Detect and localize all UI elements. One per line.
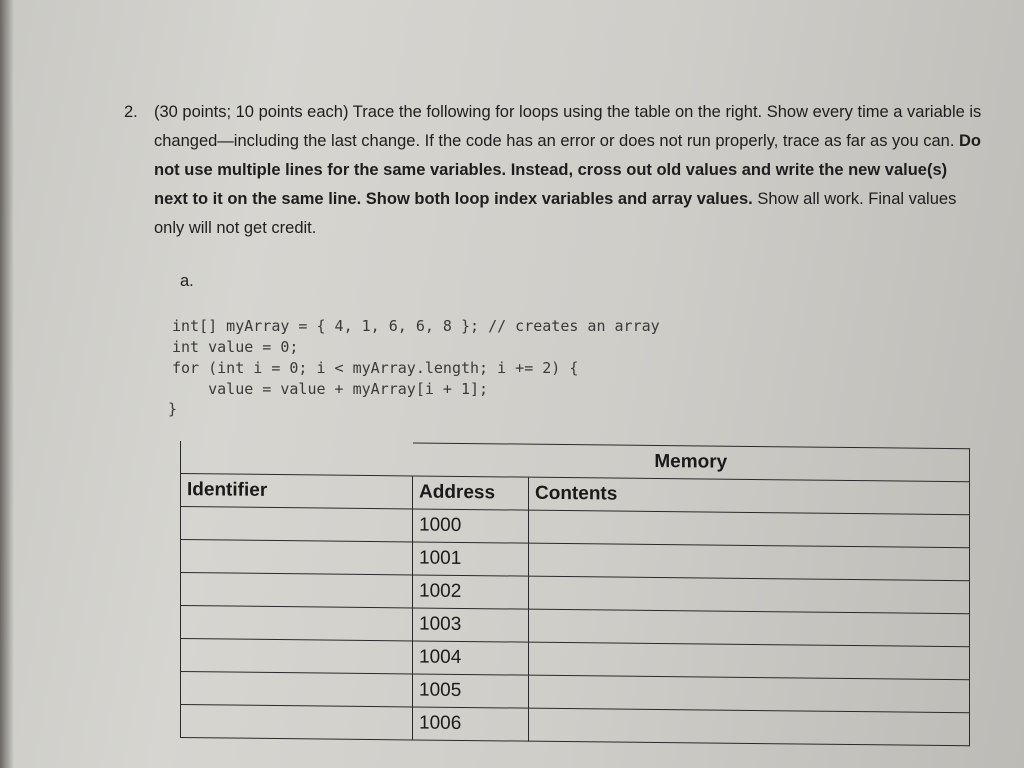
contents-cell[interactable] bbox=[529, 576, 970, 614]
address-header: Address bbox=[413, 476, 529, 510]
identifier-cell[interactable] bbox=[181, 639, 413, 674]
identifier-cell[interactable] bbox=[181, 672, 413, 707]
identifier-header: Identifier bbox=[181, 474, 413, 509]
contents-cell[interactable] bbox=[529, 642, 970, 680]
table-corner-blank bbox=[181, 441, 413, 476]
contents-cell[interactable] bbox=[529, 609, 970, 647]
code-line-3: for (int i = 0; i < myArray.length; i += 2) { bbox=[172, 359, 579, 377]
identifier-cell[interactable] bbox=[181, 705, 413, 740]
contents-cell[interactable] bbox=[529, 510, 970, 548]
problem-text bbox=[154, 98, 984, 243]
address-cell: 1001 bbox=[413, 542, 529, 576]
contents-header: Contents bbox=[529, 477, 970, 515]
part-label: a. bbox=[180, 272, 194, 290]
problem-text-part-3: Show all work. Final values only will not get credit. bbox=[154, 190, 957, 237]
code-line-4: value = value + myArray[i + 1]; bbox=[172, 380, 489, 398]
page-edge-shadow bbox=[0, 0, 14, 768]
contents-cell[interactable] bbox=[529, 675, 970, 713]
problem-text-part-2: Do not use multiple lines for the same variables. Instead, cross out old values and write the new value(s) next to it on the same line. Show both loop index variables and array values. bbox=[154, 132, 982, 208]
identifier-cell[interactable] bbox=[181, 540, 413, 575]
code-block bbox=[172, 316, 660, 400]
address-cell: 1005 bbox=[413, 674, 529, 708]
address-cell: 1003 bbox=[413, 608, 529, 642]
problem-number: 2. bbox=[124, 103, 138, 121]
code-line-2: int value = 0; bbox=[172, 338, 299, 356]
address-cell: 1006 bbox=[413, 707, 529, 741]
address-cell: 1004 bbox=[413, 641, 529, 675]
contents-cell[interactable] bbox=[529, 708, 970, 746]
memory-table bbox=[180, 440, 970, 746]
contents-cell[interactable] bbox=[529, 543, 970, 581]
identifier-cell[interactable] bbox=[181, 573, 413, 608]
memory-title: Memory bbox=[413, 443, 970, 482]
code-line-1: int[] myArray = { 4, 1, 6, 6, 8 }; // creates an array bbox=[172, 317, 660, 335]
address-cell: 1002 bbox=[413, 575, 529, 609]
identifier-cell[interactable] bbox=[181, 606, 413, 641]
code-closing-brace: } bbox=[168, 400, 178, 418]
identifier-cell[interactable] bbox=[181, 507, 413, 542]
problem-text-part-1: (30 points; 10 points each) Trace the following for loops using the table on the right. Show every time a variable is changed—including the last change. If the code has an error or does not run properly, trace as far as you can. bbox=[154, 103, 982, 150]
address-cell: 1000 bbox=[413, 509, 529, 543]
